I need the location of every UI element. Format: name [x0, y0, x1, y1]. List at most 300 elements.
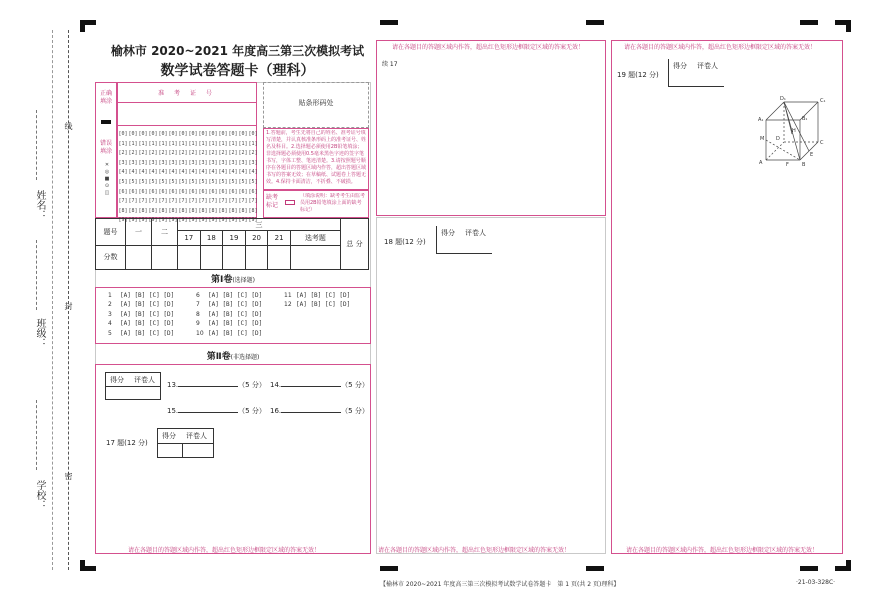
answer-options[interactable]: [A] [B] [C] [D]: [120, 292, 175, 299]
exam-number-write-row[interactable]: [117, 102, 257, 126]
score-table-part3: 三: [178, 219, 341, 231]
digit-bubble[interactable]: [1]: [168, 140, 178, 147]
score-table-q20: 20: [245, 231, 268, 245]
fill-score-box: [105, 372, 161, 400]
digit-bubble[interactable]: [7]: [158, 198, 168, 205]
question-number: 5: [108, 329, 112, 337]
digit-bubble[interactable]: [6]: [148, 188, 158, 195]
footer-text: 【榆林市 2020~2021 年度高三第三次模拟考试数学试卷答题卡 第 1 页(共 2 页)理科】: [380, 581, 620, 588]
digit-bubble[interactable]: [1]: [248, 140, 258, 147]
grader-label: 评卷人: [697, 62, 718, 70]
digit-bubble[interactable]: [8]: [178, 207, 188, 214]
digit-bubble[interactable]: [1]: [228, 140, 238, 147]
digit-bubble[interactable]: [9]: [208, 217, 218, 224]
blank-13[interactable]: [167, 380, 266, 390]
digit-bubble[interactable]: [9]: [228, 217, 238, 224]
bind-marker: 密: [64, 472, 73, 480]
alignment-mark: [80, 566, 96, 571]
digit-bubble[interactable]: [1]: [148, 140, 158, 147]
part2-title: 第Ⅱ卷: [206, 352, 231, 362]
choice-question-9[interactable]: [196, 320, 262, 327]
digit-bubble[interactable]: [8]: [198, 207, 208, 214]
digit-bubble[interactable]: [6]: [168, 188, 178, 195]
digit-bubble[interactable]: [4]: [128, 169, 138, 176]
digit-bubble[interactable]: [4]: [198, 169, 208, 176]
exam-digit-column: [248, 130, 258, 226]
exam-digit-column: [238, 130, 248, 226]
digit-bubble[interactable]: [3]: [148, 159, 158, 166]
digit-bubble[interactable]: [7]: [218, 198, 228, 205]
cube-label: D: [776, 136, 780, 142]
digit-bubble[interactable]: [2]: [248, 150, 258, 157]
cube-label: H: [792, 128, 796, 134]
choice-question-10[interactable]: [196, 330, 262, 337]
digit-bubble[interactable]: [8]: [228, 207, 238, 214]
digit-bubble[interactable]: [0]: [198, 131, 208, 137]
digit-bubble[interactable]: [2]: [218, 150, 228, 157]
warning-col3-bottom: 请在各题目的答题区域内作答，超出红色矩形边框限定区域的答案无效！: [626, 547, 819, 554]
question-number: 2: [108, 301, 112, 309]
part1-heading: [95, 272, 371, 285]
digit-bubble[interactable]: [7]: [128, 198, 138, 205]
absent-checkbox[interactable]: [285, 200, 295, 205]
digit-bubble[interactable]: [9]: [168, 217, 178, 224]
fill-guide-correct: 正确填涂: [99, 90, 112, 105]
cube-label: D₁: [780, 96, 786, 102]
digit-bubble[interactable]: [0]: [188, 131, 198, 137]
answer-options[interactable]: [A] [B] [C] [D]: [208, 292, 263, 299]
answer-options[interactable]: [A] [B] [C] [D]: [208, 301, 263, 309]
digit-bubble[interactable]: [3]: [128, 159, 138, 166]
digit-bubble[interactable]: [6]: [218, 188, 228, 195]
question-number: 8: [196, 310, 200, 318]
score-label: 得分: [110, 376, 124, 384]
digit-bubble[interactable]: [7]: [138, 198, 148, 205]
digit-bubble[interactable]: [0]: [248, 131, 258, 137]
digit-bubble[interactable]: [3]: [118, 159, 128, 166]
digit-bubble[interactable]: [2]: [118, 150, 128, 157]
digit-bubble[interactable]: [4]: [238, 169, 248, 176]
digit-bubble[interactable]: [4]: [228, 169, 238, 176]
score-table-q17: 17: [178, 231, 201, 245]
q17-continued-label: 续 17: [382, 61, 398, 68]
question-number: 1: [108, 292, 112, 299]
digit-bubble[interactable]: [7]: [148, 198, 158, 205]
digit-bubble[interactable]: [5]: [218, 178, 228, 185]
score-cell[interactable]: [223, 245, 246, 270]
exam-digit-column: [148, 130, 158, 226]
digit-bubble[interactable]: [7]: [188, 198, 198, 205]
digit-bubble[interactable]: [1]: [138, 140, 148, 147]
digit-bubble[interactable]: [2]: [148, 150, 158, 157]
digit-bubble[interactable]: [5]: [158, 178, 168, 185]
blank-14[interactable]: [270, 380, 369, 390]
cube-label: M: [760, 136, 765, 142]
digit-bubble[interactable]: [0]: [238, 131, 248, 137]
digit-bubble[interactable]: [0]: [138, 131, 148, 137]
answer-options[interactable]: [A] [B] [C] [D]: [120, 310, 175, 318]
name-label: 姓名：: [34, 190, 45, 220]
digit-bubble[interactable]: [4]: [118, 169, 128, 176]
digit-bubble[interactable]: [5]: [188, 178, 198, 185]
digit-bubble[interactable]: [5]: [248, 178, 258, 185]
digit-bubble[interactable]: [8]: [218, 207, 228, 214]
grader-label: 评卷人: [186, 432, 207, 440]
digit-bubble[interactable]: [8]: [118, 207, 128, 214]
digit-bubble[interactable]: [9]: [248, 217, 258, 224]
digit-bubble[interactable]: [3]: [198, 159, 208, 166]
binding-line: [52, 30, 53, 570]
exam-number-label: 准 考 证 号: [158, 90, 216, 97]
digit-bubble[interactable]: [9]: [188, 217, 198, 224]
cube-label: B₁: [802, 116, 808, 122]
exam-digit-column: [138, 130, 148, 226]
alignment-mark: [800, 20, 818, 25]
choice-question-5[interactable]: [108, 330, 174, 337]
cube-figure: [756, 94, 836, 172]
digit-bubble[interactable]: [3]: [218, 159, 228, 166]
score-label: 得分: [673, 62, 687, 70]
q18-label: 18 题(12 分): [384, 238, 426, 246]
digit-bubble[interactable]: [0]: [168, 131, 178, 137]
digit-bubble[interactable]: [2]: [138, 150, 148, 157]
digit-bubble[interactable]: [6]: [158, 188, 168, 195]
score-table-total: 总 分: [341, 219, 369, 270]
part2-heading: [95, 349, 371, 362]
digit-bubble[interactable]: [1]: [128, 140, 138, 147]
digit-bubble[interactable]: [4]: [168, 169, 178, 176]
answer-options[interactable]: [A] [B] [C] [D]: [208, 329, 263, 337]
choice-question-7[interactable]: [196, 301, 262, 308]
digit-bubble[interactable]: [0]: [148, 131, 158, 137]
alignment-mark: [380, 566, 398, 571]
digit-bubble[interactable]: [9]: [198, 217, 208, 224]
score-table-part1: 一: [126, 219, 152, 246]
digit-bubble[interactable]: [7]: [248, 198, 258, 205]
digit-bubble[interactable]: [2]: [208, 150, 218, 157]
score-cell[interactable]: [152, 245, 178, 270]
digit-bubble[interactable]: [0]: [178, 131, 188, 137]
digit-bubble[interactable]: [0]: [118, 131, 128, 137]
score-cell[interactable]: [126, 245, 152, 270]
digit-bubble[interactable]: [1]: [118, 140, 128, 147]
question-number: 3: [108, 310, 112, 318]
line-marker: 线: [64, 122, 73, 130]
question-number: 10: [196, 329, 204, 337]
answer-options[interactable]: [A] [B] [C] [D]: [296, 292, 351, 299]
q19-score-box: [668, 59, 724, 87]
digit-bubble[interactable]: [5]: [138, 178, 148, 185]
digit-bubble[interactable]: [6]: [178, 188, 188, 195]
question-number: 12: [284, 301, 292, 309]
grader-label: 评卷人: [134, 376, 155, 384]
cube-label: C: [820, 140, 824, 146]
digit-bubble[interactable]: [8]: [248, 207, 258, 214]
digit-bubble[interactable]: [2]: [178, 150, 188, 157]
digit-bubble[interactable]: [6]: [138, 188, 148, 195]
score-table-qno: 题号: [96, 219, 126, 246]
digit-bubble[interactable]: [2]: [158, 150, 168, 157]
alignment-mark: [80, 20, 85, 32]
score-table-q19: 19: [223, 231, 246, 245]
digit-bubble[interactable]: [7]: [238, 198, 248, 205]
grader-label: 评卷人: [465, 229, 486, 237]
digit-bubble[interactable]: [6]: [208, 188, 218, 195]
digit-bubble[interactable]: [3]: [208, 159, 218, 166]
blank-16[interactable]: [270, 406, 369, 416]
digit-bubble[interactable]: [8]: [138, 207, 148, 214]
exam-digit-column: [208, 130, 218, 226]
digit-bubble[interactable]: [5]: [128, 178, 138, 185]
blank-15[interactable]: [167, 406, 266, 416]
digit-bubble[interactable]: [1]: [158, 140, 168, 147]
wrong-fill-samples: ✕ ◎ ■ ⊙ ◫: [104, 162, 110, 196]
digit-bubble[interactable]: [0]: [128, 131, 138, 137]
digit-bubble[interactable]: [5]: [178, 178, 188, 185]
answer-options[interactable]: [A] [B] [C] [D]: [120, 329, 175, 337]
blank-15-points: （5 分）: [238, 407, 266, 415]
digit-bubble[interactable]: [3]: [238, 159, 248, 166]
digit-bubble[interactable]: [8]: [238, 207, 248, 214]
answer-options[interactable]: [A] [B] [C] [D]: [120, 301, 175, 309]
digit-bubble[interactable]: [8]: [188, 207, 198, 214]
digit-bubble[interactable]: [6]: [118, 188, 128, 195]
answer-region-q17-cont[interactable]: [376, 40, 606, 216]
blank-14-points: （5 分）: [341, 381, 369, 389]
digit-bubble[interactable]: [1]: [198, 140, 208, 147]
digit-bubble[interactable]: [4]: [188, 169, 198, 176]
alignment-mark: [800, 566, 818, 571]
choice-question-4[interactable]: [108, 320, 174, 327]
correct-fill-sample: [101, 120, 111, 124]
digit-bubble[interactable]: [0]: [228, 131, 238, 137]
cube-label: B: [802, 162, 806, 168]
exam-digit-column: [198, 130, 208, 226]
cube-label: F: [786, 162, 789, 168]
score-table-q18: 18: [200, 231, 223, 245]
score-cell[interactable]: [245, 245, 268, 270]
digit-bubble[interactable]: [4]: [178, 169, 188, 176]
digit-bubble[interactable]: [8]: [158, 207, 168, 214]
score-cell[interactable]: [268, 245, 291, 270]
score-table-q21: 21: [268, 231, 291, 245]
digit-bubble[interactable]: [9]: [138, 217, 148, 224]
name-field[interactable]: [36, 110, 37, 180]
alignment-mark: [846, 20, 851, 32]
digit-bubble[interactable]: [3]: [168, 159, 178, 166]
digit-bubble[interactable]: [6]: [248, 188, 258, 195]
digit-bubble[interactable]: [2]: [198, 150, 208, 157]
digit-bubble[interactable]: [5]: [198, 178, 208, 185]
blank-16-points: （5 分）: [341, 407, 369, 415]
question-number: 6: [196, 292, 200, 299]
q18-score-box: [436, 226, 492, 254]
digit-bubble[interactable]: [6]: [188, 188, 198, 195]
digit-bubble[interactable]: [7]: [168, 198, 178, 205]
alignment-mark: [835, 566, 851, 571]
barcode-label: 贴条形码处: [298, 99, 334, 107]
digit-bubble[interactable]: [4]: [158, 169, 168, 176]
exam-digit-column: [178, 130, 188, 226]
digit-bubble[interactable]: [9]: [148, 217, 158, 224]
blank-15-number: 15.: [167, 407, 179, 415]
digit-bubble[interactable]: [6]: [198, 188, 208, 195]
digit-bubble[interactable]: [1]: [188, 140, 198, 147]
answer-options[interactable]: [A] [B] [C] [D]: [120, 320, 175, 328]
answer-options[interactable]: [A] [B] [C] [D]: [208, 310, 263, 318]
cube-label: E: [810, 152, 814, 158]
digit-bubble[interactable]: [6]: [128, 188, 138, 195]
digit-bubble[interactable]: [4]: [248, 169, 258, 176]
warning-col1: 请在各题目的答题区域内作答，超出红色矩形边框限定区域的答案无效！: [128, 547, 321, 554]
score-cell[interactable]: [200, 245, 223, 270]
school-label: 学校：: [34, 480, 45, 510]
digit-bubble[interactable]: [9]: [158, 217, 168, 224]
digit-bubble[interactable]: [3]: [228, 159, 238, 166]
score-table-elective: 选考题: [290, 231, 340, 245]
class-field[interactable]: [36, 240, 37, 310]
digit-bubble[interactable]: [6]: [228, 188, 238, 195]
alignment-mark: [380, 20, 398, 25]
digit-bubble[interactable]: [8]: [128, 207, 138, 214]
digit-bubble[interactable]: [1]: [238, 140, 248, 147]
score-cell[interactable]: [290, 245, 340, 270]
exam-digit-column: [228, 130, 238, 226]
alignment-mark: [586, 566, 604, 571]
digit-bubble[interactable]: [1]: [178, 140, 188, 147]
warning-col2-bottom: 请在各题目的答题区域内作答，超出红色矩形边框限定区域的答案无效！: [378, 547, 571, 554]
digit-bubble[interactable]: [5]: [208, 178, 218, 185]
digit-bubble[interactable]: [9]: [178, 217, 188, 224]
digit-bubble[interactable]: [9]: [238, 217, 248, 224]
digit-bubble[interactable]: [3]: [188, 159, 198, 166]
choice-question-12[interactable]: [284, 301, 350, 308]
question-number: 4: [108, 320, 112, 328]
digit-bubble[interactable]: [5]: [168, 178, 178, 185]
digit-bubble[interactable]: [3]: [158, 159, 168, 166]
digit-bubble[interactable]: [7]: [178, 198, 188, 205]
digit-bubble[interactable]: [5]: [118, 178, 128, 185]
score-box-divider: [106, 386, 160, 387]
part2-subtitle: (非选择题): [230, 354, 260, 361]
choice-question-1[interactable]: [108, 292, 174, 299]
digit-bubble[interactable]: [6]: [238, 188, 248, 195]
choice-question-8[interactable]: [196, 311, 262, 318]
footer-code: ·21-03-328C·: [796, 579, 836, 586]
score-label: 得分: [441, 229, 455, 237]
digit-bubble[interactable]: [9]: [118, 217, 128, 224]
digit-bubble[interactable]: [3]: [138, 159, 148, 166]
digit-bubble[interactable]: [0]: [208, 131, 218, 137]
digit-bubble[interactable]: [5]: [148, 178, 158, 185]
digit-bubble[interactable]: [7]: [118, 198, 128, 205]
digit-bubble[interactable]: [8]: [148, 207, 158, 214]
choice-question-6[interactable]: [196, 292, 262, 299]
part1-title: 第Ⅰ卷: [210, 275, 233, 285]
absent-label: 缺考标记: [266, 194, 279, 209]
q19-label: 19 题(12 分): [617, 71, 659, 79]
question-number: 9: [196, 320, 200, 328]
digit-bubble[interactable]: [2]: [238, 150, 248, 157]
class-label: 班级：: [34, 318, 45, 348]
digit-bubble[interactable]: [9]: [218, 217, 228, 224]
exam-digit-column: [128, 130, 138, 226]
digit-bubble[interactable]: [8]: [208, 207, 218, 214]
score-table-part2: 二: [152, 219, 178, 246]
digit-bubble[interactable]: [2]: [168, 150, 178, 157]
binding-line: [68, 30, 69, 570]
blank-13-number: 13.: [167, 381, 179, 389]
digit-bubble[interactable]: [8]: [168, 207, 178, 214]
cube-label: A₁: [758, 117, 764, 123]
digit-bubble[interactable]: [0]: [218, 131, 228, 137]
exam-digit-column: [158, 130, 168, 226]
digit-bubble[interactable]: [1]: [208, 140, 218, 147]
warning-col3-top: 请在各题目的答题区域内作答，超出红色矩形边框限定区域的答案无效！: [624, 44, 817, 51]
page-subtitle: 数学试卷答题卡（理科）: [160, 63, 315, 79]
blank-16-number: 16.: [270, 407, 282, 415]
digit-bubble[interactable]: [5]: [228, 178, 238, 185]
answer-options[interactable]: [A] [B] [C] [D]: [208, 320, 263, 328]
cube-label: A: [759, 160, 763, 166]
score-box-divider: [158, 443, 213, 444]
cube-label: C₁: [820, 98, 826, 104]
score-cell[interactable]: [178, 245, 201, 270]
digit-bubble[interactable]: [2]: [228, 150, 238, 157]
blank-13-points: （5 分）: [238, 381, 266, 389]
exam-digit-column: [188, 130, 198, 226]
alignment-mark: [586, 20, 604, 25]
q17-label: 17 题(12 分): [106, 439, 148, 447]
digit-bubble[interactable]: [4]: [208, 169, 218, 176]
warning-col2-top: 请在各题目的答题区域内作答，超出红色矩形边框限定区域的答案无效！: [392, 44, 585, 51]
score-box-divider: [182, 443, 183, 458]
exam-digit-column: [118, 130, 128, 226]
digit-bubble[interactable]: [7]: [208, 198, 218, 205]
part1-subtitle: (选择题): [232, 277, 256, 284]
digit-bubble[interactable]: [4]: [138, 169, 148, 176]
choice-question-2[interactable]: [108, 301, 174, 308]
digit-bubble[interactable]: [9]: [128, 217, 138, 224]
page-title: 榆林市 2020~2021 年度高三第三次模拟考试: [110, 44, 365, 58]
digit-bubble[interactable]: [3]: [248, 159, 258, 166]
question-number: 11: [284, 292, 292, 299]
digit-bubble[interactable]: [7]: [228, 198, 238, 205]
digit-bubble[interactable]: [1]: [218, 140, 228, 147]
instructions-text: 1.答题前，考生先将自己的姓名、准考证号填写清楚，并认真核准条形码上的准考证号、姓名及科目。2.选择题必须使用2B铅笔填涂；非选择题必须使用0.5毫米黑色字迹的签字笔书写，字体工整、笔迹清楚。3.请按照题号顺序在各题目的答题区域内作答，超出答题区域书写的答案无效；在草稿纸、试题卷上答题无效。4.保持卡面清洁，不折叠、不破损。: [266, 130, 366, 185]
question-number: 7: [196, 301, 200, 309]
digit-bubble[interactable]: [5]: [238, 178, 248, 185]
digit-bubble[interactable]: [2]: [128, 150, 138, 157]
absent-note: （填涂说明：缺考考生由监考员用2B铅笔填涂上面的缺考标记）: [300, 193, 366, 213]
q17-score-box: [157, 428, 214, 458]
digit-bubble[interactable]: [4]: [218, 169, 228, 176]
digit-bubble[interactable]: [2]: [188, 150, 198, 157]
answer-options[interactable]: [A] [B] [C] [D]: [296, 301, 351, 309]
score-label: 得分: [162, 432, 176, 440]
choice-question-3[interactable]: [108, 311, 174, 318]
digit-bubble[interactable]: [0]: [158, 131, 168, 137]
digit-bubble[interactable]: [7]: [198, 198, 208, 205]
digit-bubble[interactable]: [3]: [178, 159, 188, 166]
answer-region-q18[interactable]: [376, 217, 606, 554]
choice-question-11[interactable]: [284, 292, 350, 299]
school-field[interactable]: [36, 400, 37, 470]
digit-bubble[interactable]: [4]: [148, 169, 158, 176]
score-table-score-label: 分数: [96, 245, 126, 270]
fill-guide-wrong: 错误填涂: [99, 140, 112, 155]
score-table: [95, 218, 369, 270]
